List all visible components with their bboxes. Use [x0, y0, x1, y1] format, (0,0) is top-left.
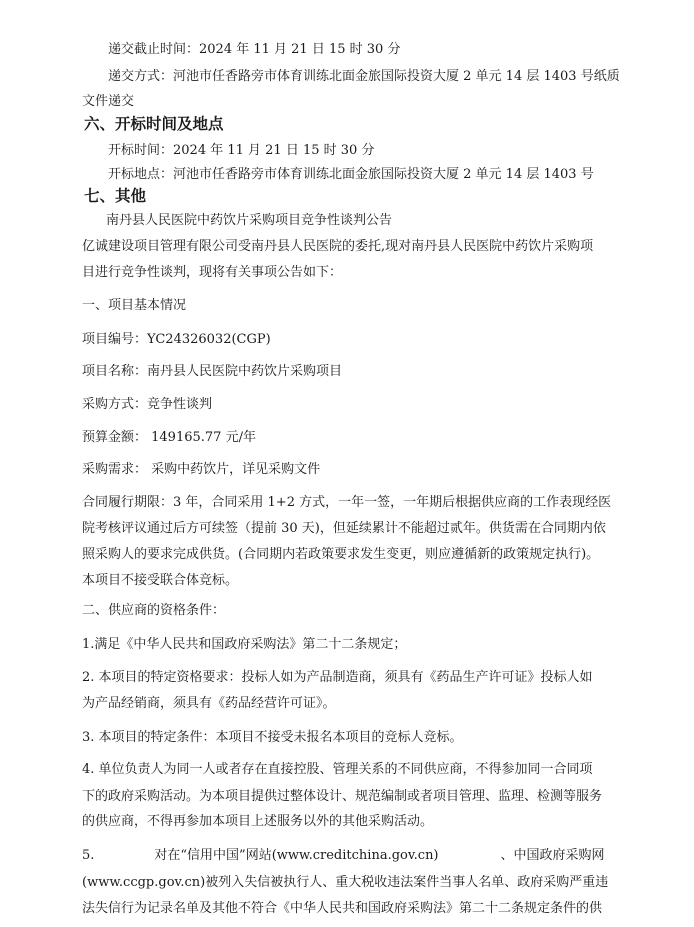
- requirement-5-line-2: (www.ccgp.gov.cn)被列入失信被执行人、重大税收违法案件当事人名单、政府采购严重违: [82, 875, 609, 890]
- open-place: 开标地点：河池市任香路旁市体育训练北面金旅国际投资大厦 2 单元 14 层 1403 号: [108, 167, 594, 182]
- submit-method-line-1: 递交方式：河池市任香路旁市体育训练北面金旅国际投资大厦 2 单元 14 层 1403 号纸质: [108, 69, 620, 84]
- requirement-5-line-3: 法失信行为记录名单及其他不符合《中华人民共和国政府采购法》第二十二条规定条件的供: [82, 901, 603, 916]
- requirement-5-number: 5.: [82, 848, 95, 863]
- requirement-4-line-2: 下的政府采购活动。为本项目提供过整体设计、规范编制或者项目管理、监理、检测等服务: [82, 789, 603, 804]
- part-1-heading: 一、项目基本情况: [82, 298, 187, 313]
- requirement-2-line-1: 2. 本项目的特定资格要求：投标人如为产品制造商，须具有《药品生产许可证》投标人如: [82, 670, 593, 685]
- requirement-3: 3. 本项目的特定条件：本项目不接受未报名本项目的竞标人竞标。: [82, 730, 463, 745]
- section-7-heading: 七、其他: [84, 187, 147, 205]
- requirement-5-line-1: [82, 847, 605, 865]
- no-consortium-note: 本项目不接受联合体竞标。: [82, 573, 239, 588]
- contract-term-line-2: 院考核评议通过后方可续签（提前 30 天)，但延续累计不能超过贰年。供货需在合同期内依: [82, 521, 606, 536]
- project-number: 项目编号：YC24326032(CGP): [82, 332, 271, 347]
- contract-term-line-1: 合同履行期限：3 年，合同采用 1+2 方式，一年一签，一年期后根据供应商的工作表现经医: [82, 495, 612, 510]
- section-6-heading: 六、开标时间及地点: [84, 115, 224, 133]
- intro-line-2: 目进行竞争性谈判，现将有关事项公告如下：: [82, 265, 343, 280]
- requirement-5-part-b: 、中国政府采购网: [500, 848, 605, 863]
- announcement-title: 南丹县人民医院中药饮片采购项目竞争性谈判公告: [106, 213, 393, 228]
- part-2-heading: 二、供应商的资格条件：: [82, 603, 226, 618]
- requirement-5-part-a: 对在“信用中国”网站(www.creditchina.gov.cn): [154, 848, 439, 863]
- budget-amount: 预算金额： 149165.77 元/年: [82, 430, 256, 445]
- submit-deadline: 递交截止时间：2024 年 11 月 21 日 15 时 30 分: [108, 42, 401, 57]
- project-name: 项目名称：南丹县人民医院中药饮片采购项目: [82, 364, 343, 379]
- intro-line-1: 亿诚建设项目管理有限公司受南丹县人民医院的委托,现对南丹县人民医院中药饮片采购项: [82, 239, 594, 254]
- procurement-method: 采购方式：竞争性谈判: [82, 397, 213, 412]
- contract-term-line-3: 照采购人的要求完成供货。(合同期内若政策要求发生变更，则应遵循新的政策规定执行)。: [82, 547, 600, 562]
- requirement-4-line-1: 4. 单位负责人为同一人或者存在直接控股、管理关系的不同供应商，不得参加同一合同项: [82, 762, 593, 777]
- requirement-4-line-3: 的供应商，不得再参加本项目上述服务以外的其他采购活动。: [82, 814, 434, 829]
- open-time: 开标时间：2024 年 11 月 21 日 15 时 30 分: [108, 143, 375, 158]
- requirement-1: 1.满足《中华人民共和国政府采购法》第二十二条规定；: [82, 637, 407, 652]
- procurement-need: 采购需求： 采购中药饮片，详见采购文件: [82, 462, 321, 477]
- requirement-2-line-2: 为产品经销商，须具有《药品经营许可证》。: [82, 696, 336, 711]
- submit-method-line-2: 文件递交: [82, 94, 135, 109]
